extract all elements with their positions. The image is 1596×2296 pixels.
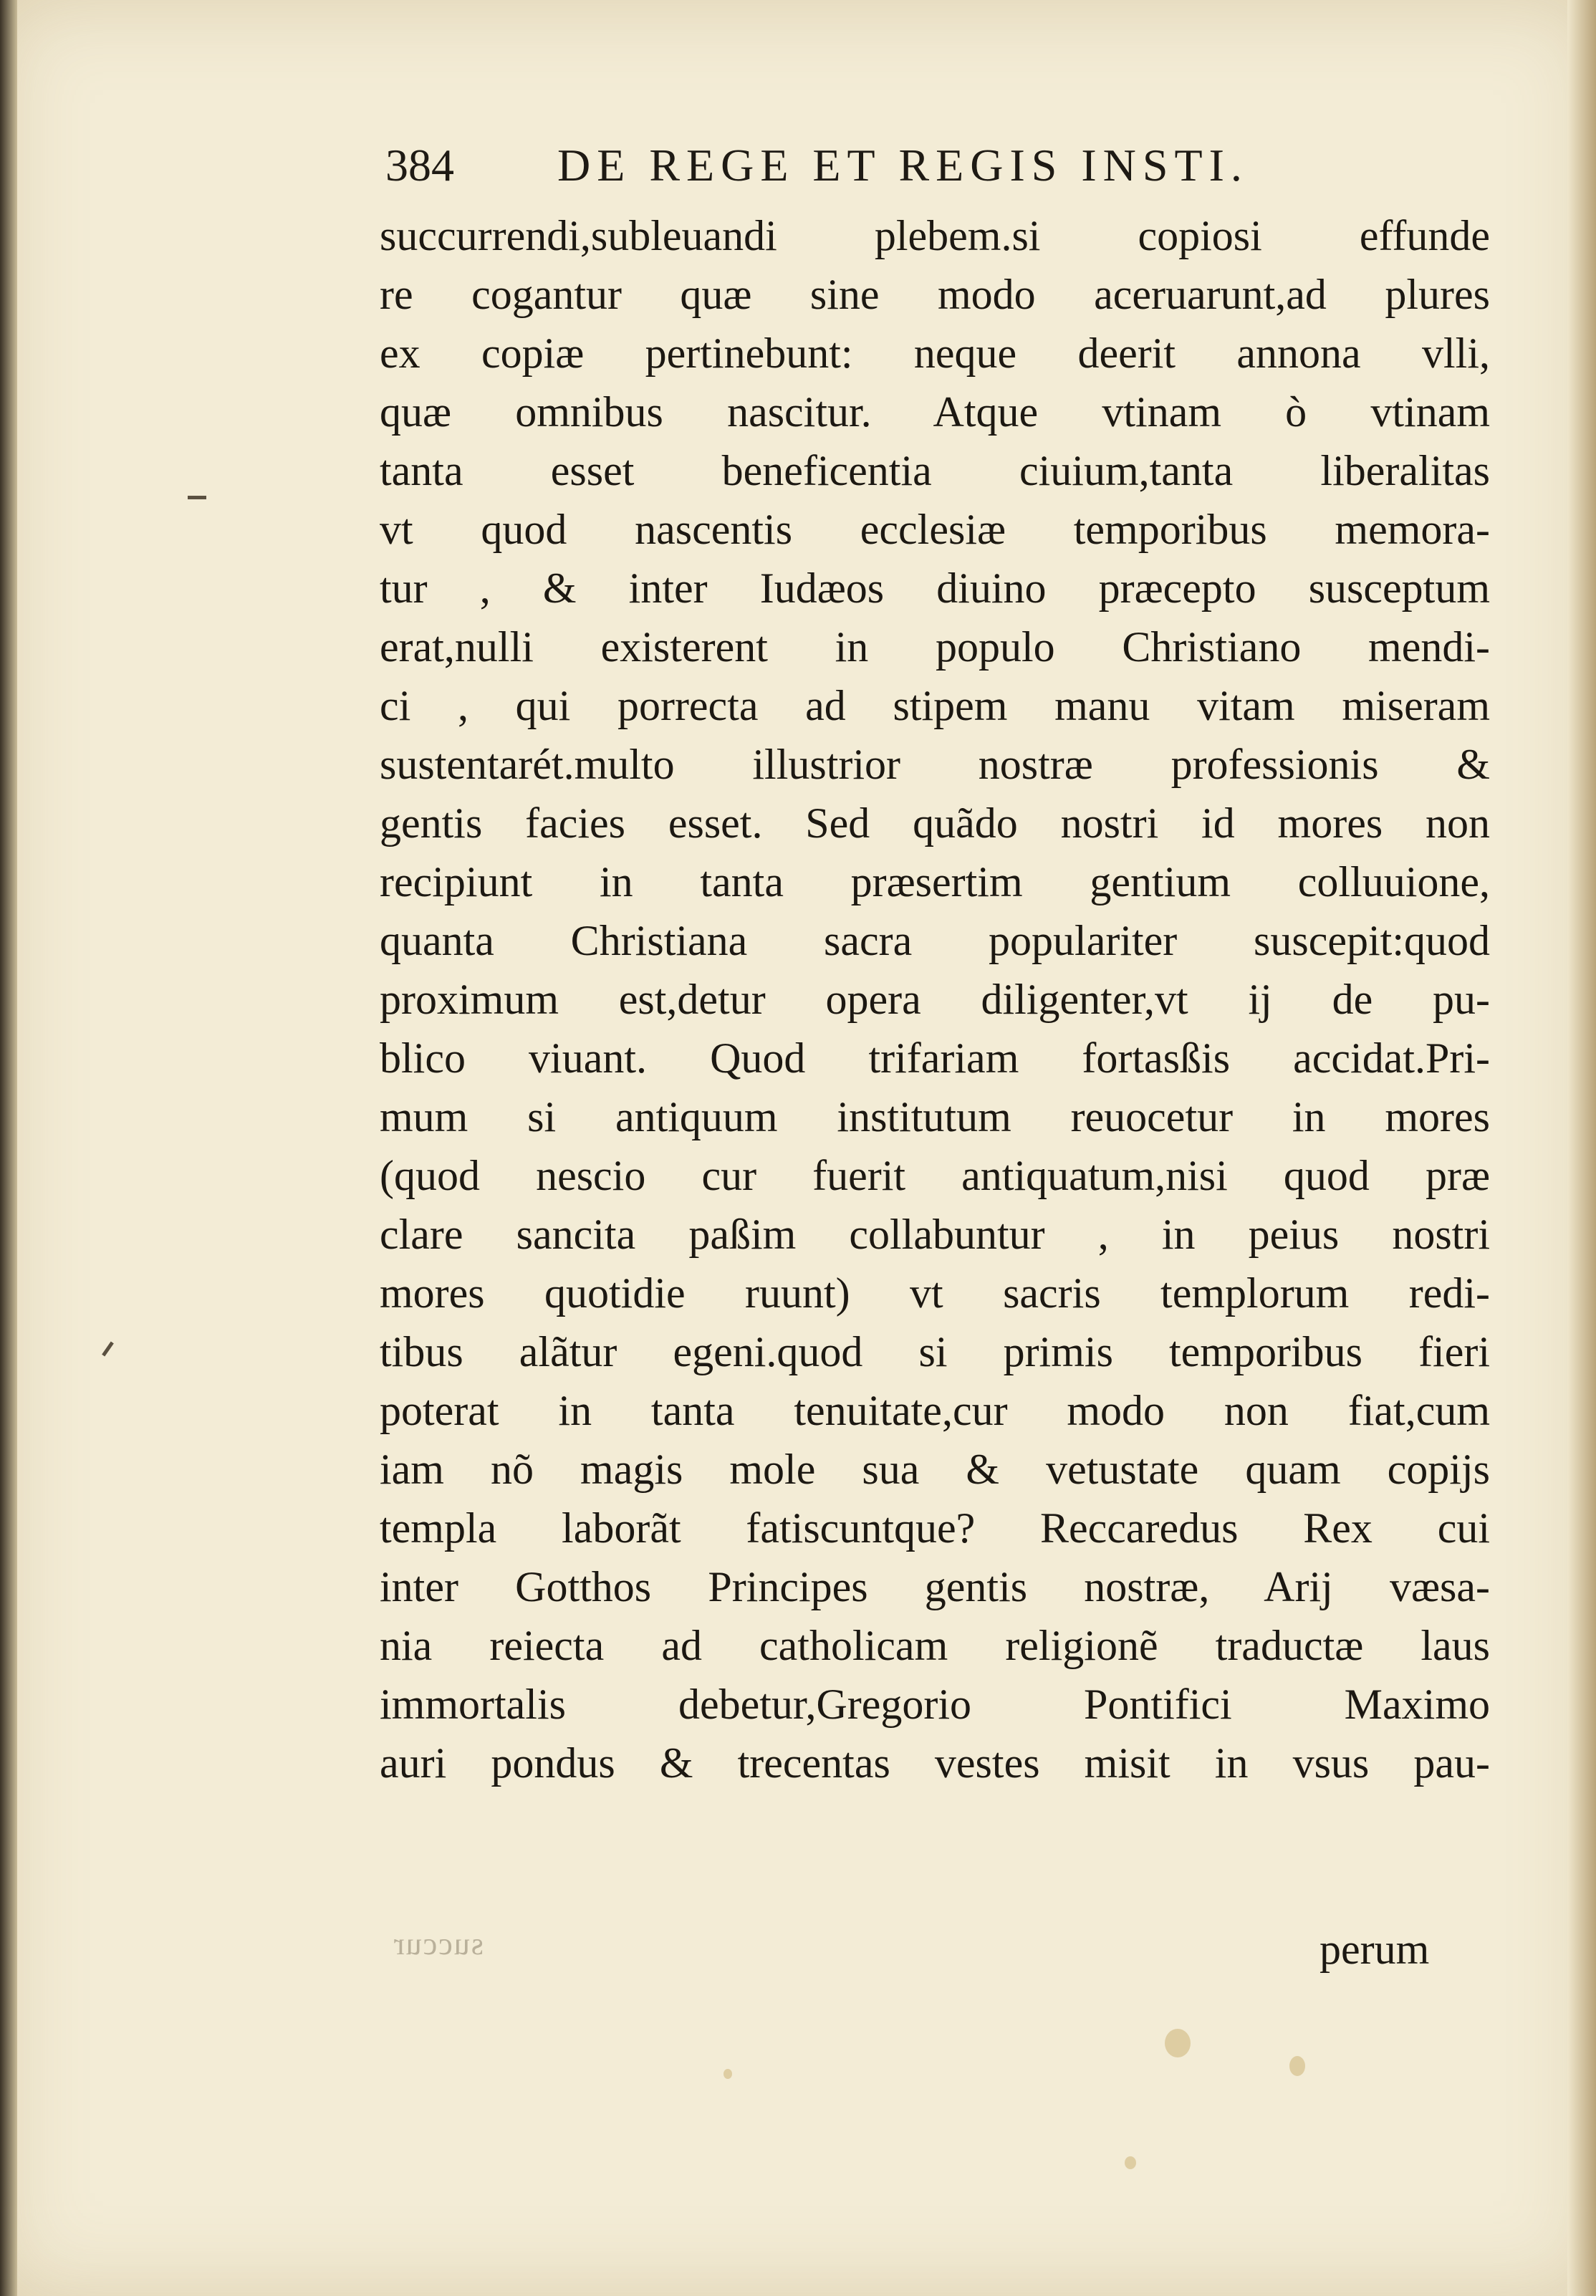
running-title: DE REGE ET REGIS INSTI. bbox=[557, 140, 1249, 191]
text-line: succurrendi,subleuandi plebem.si copiosi effunde bbox=[380, 212, 1490, 259]
text-line: blico viuant. Quod trifariam fortasßis accidat.Pri- bbox=[380, 1034, 1490, 1082]
text-line: recipiunt in tanta præsertim gentium colluuione, bbox=[380, 858, 1490, 906]
text-line: proximum est,detur opera diligenter,vt ij de pu- bbox=[380, 976, 1490, 1023]
text-line: auri pondus & trecentas vestes misit in vsus pau- bbox=[380, 1739, 1490, 1787]
text-line: ex copiæ pertinebunt: neque deerit annona vlli, bbox=[380, 330, 1490, 377]
page-number: 384 bbox=[385, 140, 454, 191]
text-line: vt quod nascentis ecclesiæ temporibus memora- bbox=[380, 506, 1490, 553]
text-line: tanta esset beneficentia ciuium,tanta liberalitas bbox=[380, 447, 1490, 494]
page-edge bbox=[1567, 0, 1596, 2296]
foxing-spot bbox=[1165, 2029, 1191, 2057]
foxing-spot bbox=[1125, 2156, 1136, 2169]
text-line: re cogantur quæ sine modo aceruarunt,ad plures bbox=[380, 271, 1490, 318]
text-line: (quod nescio cur fuerit antiquatum,nisi quod præ bbox=[380, 1152, 1490, 1199]
margin-mark bbox=[188, 496, 206, 499]
foxing-spot bbox=[1289, 2056, 1305, 2076]
text-line: quæ omnibus nascitur. Atque vtinam ò vtinam bbox=[380, 388, 1490, 436]
margin-mark bbox=[102, 1342, 114, 1357]
text-line: mores quotidie ruunt) vt sacris templorum redi- bbox=[380, 1269, 1490, 1317]
text-line: quanta Christiana sacra populariter suscepit:quod bbox=[380, 917, 1490, 964]
text-line: tibus alãtur egeni.quod si primis temporibus fieri bbox=[380, 1328, 1490, 1375]
text-line: poterat in tanta tenuitate,cur modo non fiat,cum bbox=[380, 1387, 1490, 1434]
text-line: immortalis debetur,Gregorio Pontifici Maximo bbox=[380, 1681, 1490, 1728]
page-header bbox=[385, 133, 1489, 198]
text-line: nia reiecta ad catholicam religionẽ traductæ laus bbox=[380, 1622, 1490, 1669]
text-line: templa laborãt fatiscuntque? Reccaredus Rex cui bbox=[380, 1504, 1490, 1552]
body-text bbox=[380, 206, 1490, 1792]
binding-gutter bbox=[0, 0, 17, 2296]
text-line: tur , & inter Iudæos diuino præcepto susceptum bbox=[380, 565, 1490, 612]
text-line: sustentarét.multo illustrior nostræ professionis & bbox=[380, 741, 1490, 788]
text-line: gentis facies esset. Sed quãdo nostri id mores non bbox=[380, 799, 1490, 847]
text-line: iam nõ magis mole sua & vetustate quam copijs bbox=[380, 1446, 1490, 1493]
text-line: clare sancita paßim collabuntur , in peius nostri bbox=[380, 1211, 1490, 1258]
foxing-spot bbox=[724, 2069, 732, 2079]
text-line: erat,nulli existerent in populo Christiano mendi- bbox=[380, 623, 1490, 671]
text-line: ci , qui porrecta ad stipem manu vitam miseram bbox=[380, 682, 1490, 729]
text-line: inter Gotthos Principes gentis nostræ, Arij væsa- bbox=[380, 1563, 1490, 1610]
text-line: mum si antiquum institutum reuocetur in mores bbox=[380, 1093, 1490, 1140]
bleed-through-text: succur bbox=[393, 1926, 484, 1961]
catchword: perum bbox=[1319, 1926, 1430, 1973]
